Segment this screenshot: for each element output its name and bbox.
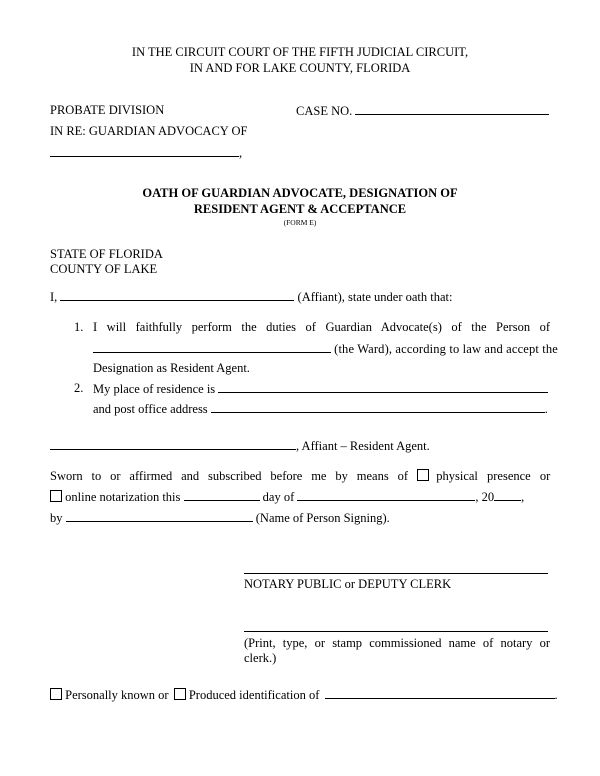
in-re-label: IN RE: GUARDIAN ADVOCACY OF <box>50 124 248 138</box>
case-no-label: CASE NO. <box>296 104 353 118</box>
state-label: STATE OF FLORIDA <box>50 247 163 261</box>
notary-signature-line[interactable] <box>244 573 548 574</box>
person-signing-field[interactable] <box>66 510 253 522</box>
ward-name-comma: , <box>239 146 243 160</box>
form-code: (FORM E) <box>283 218 317 227</box>
jurat-line-3 <box>50 510 390 526</box>
jurat-line-1 <box>50 469 550 484</box>
identification-period: . <box>554 688 558 702</box>
case-number-row <box>296 103 549 119</box>
residence-field[interactable] <box>218 381 548 393</box>
item-1-line-1: I will faithfully perform the duties of Guardian Advocate(s) of the Person of <box>93 320 550 334</box>
identification-row <box>50 687 558 703</box>
produced-id-label: Produced identification of <box>188 688 320 702</box>
ward-name-field[interactable] <box>50 145 239 157</box>
year-prefix: , 20 <box>475 490 495 504</box>
court-line-1: IN THE CIRCUIT COURT OF THE FIFTH JUDICIAL CIRCUIT, <box>131 45 469 59</box>
case-no-field[interactable] <box>355 103 549 115</box>
affiant-suffix: (Affiant), state under oath that: <box>297 290 453 304</box>
day-of-label: day of <box>262 490 295 504</box>
item-1-line-2 <box>93 341 558 357</box>
notary-print-name-line[interactable] <box>244 631 548 632</box>
affiant-prefix: I, <box>50 290 58 304</box>
online-notarization-checkbox[interactable] <box>50 490 62 502</box>
online-notarization-label: online notarization this <box>65 490 181 504</box>
form-title-line-1: OATH OF GUARDIAN ADVOCATE, DESIGNATION OF <box>142 186 458 200</box>
item-1-line-2-suffix: (the Ward), according to law and accept the <box>334 342 558 356</box>
affiant-signature-field[interactable] <box>50 438 296 450</box>
day-field[interactable] <box>184 489 260 501</box>
residence-row <box>93 381 548 397</box>
notary-title: NOTARY PUBLIC or DEPUTY CLERK <box>244 577 452 591</box>
affiant-signature-row <box>50 438 430 454</box>
affiant-row <box>50 289 452 305</box>
year-comma: , <box>521 490 525 504</box>
produced-id-checkbox[interactable] <box>174 688 186 700</box>
identification-field[interactable] <box>325 687 555 699</box>
post-office-period: . <box>544 402 548 416</box>
item-1-number: 1. <box>74 320 84 334</box>
name-of-person-label: (Name of Person Signing). <box>255 511 390 525</box>
year-field[interactable] <box>494 489 521 501</box>
affiant-name-field[interactable] <box>60 289 294 301</box>
item-2-number: 2. <box>74 381 84 395</box>
jurat-text: Sworn to or affirmed and subscribed before me by means of <box>50 469 408 483</box>
month-field[interactable] <box>297 489 475 501</box>
physical-presence-label: physical presence or <box>436 469 551 483</box>
notary-print-name-label: (Print, type, or stamp commissioned name of notary or clerk.) <box>244 636 550 665</box>
residence-label: My place of residence is <box>93 382 216 396</box>
county-label: COUNTY OF LAKE <box>50 262 158 276</box>
court-line-2: IN AND FOR LAKE COUNTY, FLORIDA <box>189 61 411 75</box>
jurat-line-2 <box>50 489 524 505</box>
item-1-line-3: Designation as Resident Agent. <box>93 361 250 375</box>
by-label: by <box>50 511 63 525</box>
probate-division: PROBATE DIVISION <box>50 103 165 117</box>
personally-known-checkbox[interactable] <box>50 688 62 700</box>
post-office-label: and post office address <box>93 402 208 416</box>
form-title-line-2: RESIDENT AGENT & ACCEPTANCE <box>193 202 407 216</box>
affiant-signature-label: , Affiant – Resident Agent. <box>296 439 430 453</box>
post-office-field[interactable] <box>211 401 545 413</box>
post-office-row <box>93 401 548 417</box>
ward-person-field[interactable] <box>93 341 331 353</box>
ward-name-row <box>50 145 242 161</box>
physical-presence-checkbox[interactable] <box>417 469 429 481</box>
personally-known-label: Personally known or <box>65 688 169 702</box>
